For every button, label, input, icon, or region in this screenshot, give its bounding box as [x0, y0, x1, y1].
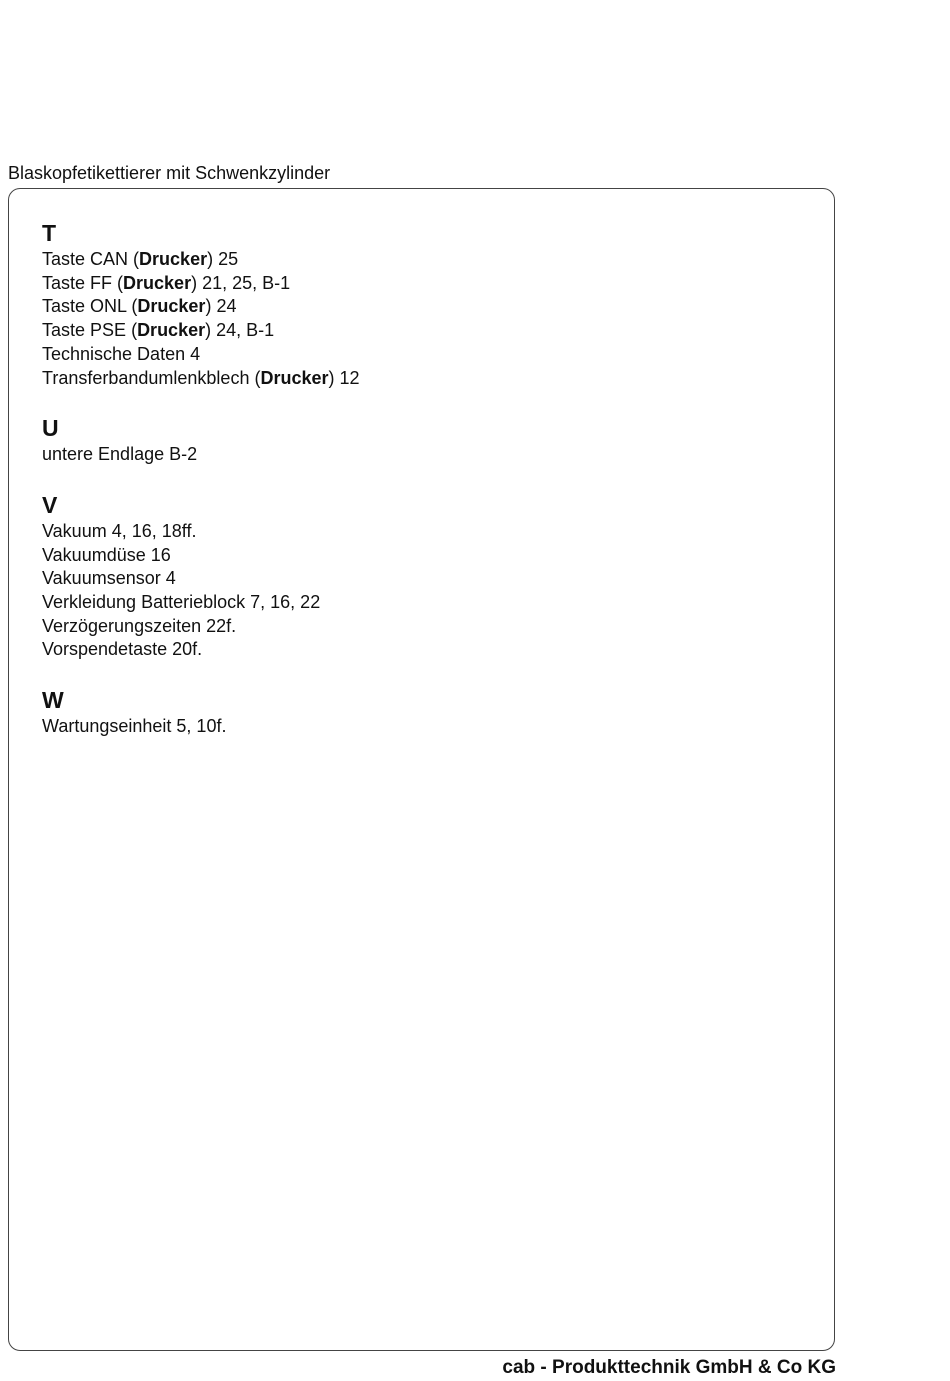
entry-qualifier: Drucker [260, 367, 329, 388]
document-title: Blaskopfetikettierer mit Schwenkzylinder [8, 163, 331, 183]
section-letter: W [42, 687, 64, 714]
entry-pages: 5, 10f. [176, 716, 227, 737]
entry-term: Vakuum [42, 520, 107, 541]
index-entry [42, 615, 822, 639]
index-entry [42, 638, 822, 662]
index-section-v [42, 490, 822, 662]
index-entry [42, 343, 822, 367]
entry-pages: B-2 [169, 444, 198, 465]
entry-term: Taste PSE [42, 320, 127, 341]
index-entry [42, 443, 822, 467]
entry-term: Transferbandumlenkblech [42, 367, 250, 388]
index-entry [42, 591, 822, 615]
index-entry: Taste PSE (Drucker) 24, B-1 [42, 320, 275, 341]
footer-company: cab - Produkttechnik GmbH & Co KG [502, 1357, 836, 1378]
entry-term: Vakuumsensor [42, 568, 161, 589]
entry-pages: 7, 16, 22 [250, 592, 321, 613]
index-entry [42, 544, 822, 568]
entry-pages: 4 [165, 568, 176, 589]
index-entry: Taste ONL (Drucker) 24 [42, 296, 237, 317]
entry-term: Wartungseinheit [42, 716, 172, 737]
index-entry [42, 567, 822, 591]
entry-pages: 12 [339, 367, 360, 388]
entry-term: Vorspendetaste [42, 639, 168, 660]
index-entry: Taste CAN (Drucker) 25 [42, 249, 239, 269]
entry-pages: 16 [150, 544, 171, 565]
index-section-u [42, 413, 822, 467]
index-entry: Transferbandumlenkblech (Drucker) 12 [42, 367, 360, 388]
entry-term: Verzögerungszeiten [42, 615, 202, 636]
entry-term: Verkleidung Batterieblock [42, 592, 246, 613]
entry-term: Technische Daten [42, 343, 186, 364]
entry-term: untere Endlage [42, 444, 165, 465]
entry-pages: 4, 16, 18ff. [111, 520, 197, 541]
entry-term: Taste FF [42, 272, 113, 293]
entry-pages: 4 [190, 343, 201, 364]
entry-qualifier: Drucker [123, 272, 192, 293]
section-letter: V [42, 491, 58, 518]
section-letter: T [42, 220, 57, 246]
entry-pages: 25 [218, 249, 239, 269]
index-section-w [42, 685, 822, 739]
index-section-t [42, 218, 822, 390]
entry-qualifier: Drucker [139, 249, 208, 269]
index-entry [42, 715, 822, 739]
index-entry [42, 520, 822, 544]
index-entry: Taste FF (Drucker) 21, 25, B-1 [42, 272, 291, 293]
section-letter: U [42, 415, 59, 442]
entry-pages: 24, B-1 [216, 320, 275, 341]
entry-pages: 24 [216, 296, 237, 317]
entry-term: Taste ONL [42, 296, 127, 317]
entry-term: Vakuumdüse [42, 544, 146, 565]
entry-pages: 21, 25, B-1 [202, 272, 291, 293]
entry-qualifier: Drucker [137, 296, 206, 317]
entry-pages: 20f. [172, 639, 203, 660]
entry-qualifier: Drucker [137, 320, 206, 341]
entry-term: Taste CAN [42, 249, 129, 269]
entry-pages: 22f. [206, 615, 237, 636]
index-body [42, 218, 822, 762]
